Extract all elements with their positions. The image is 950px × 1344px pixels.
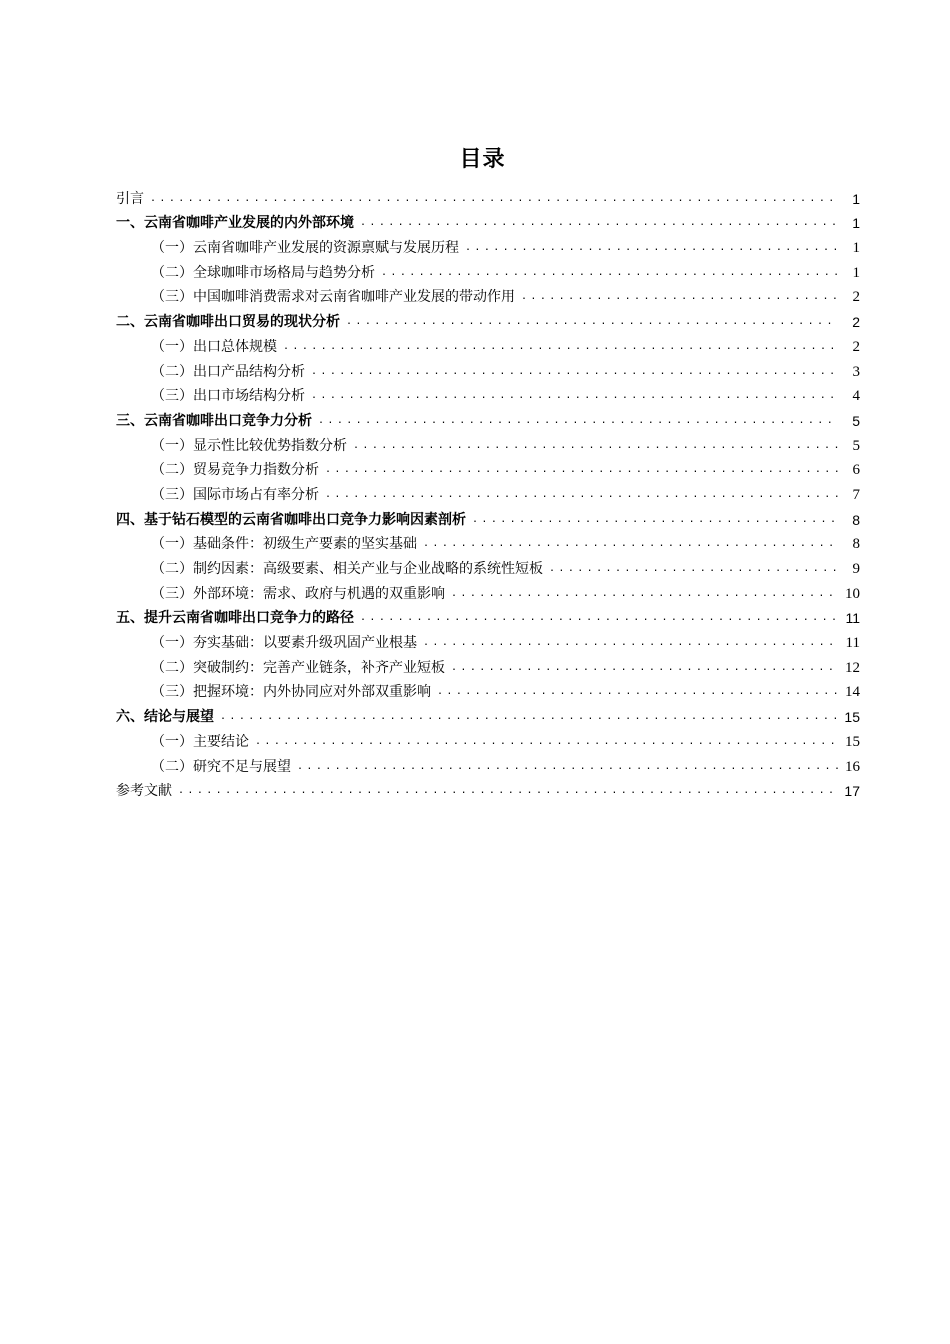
toc-entry[interactable] [116,258,860,283]
toc-dot-leader [354,608,838,628]
toc-entry-label: （一）云南省咖啡产业发展的资源禀赋与发展历程 [151,240,459,257]
toc-entry-page: 5 [852,412,860,429]
toc-entry-page: 2 [852,289,860,306]
toc-entry[interactable] [116,505,860,530]
toc-dot-leader [249,732,838,752]
toc-dot-leader [347,436,838,456]
toc-entry-page: 4 [852,388,860,405]
toc-entry[interactable] [116,530,860,555]
toc-entry-page: 12 [845,659,860,676]
toc-entry[interactable] [116,406,860,431]
toc-entry-label: （一）夯实基础：以要素升级巩固产业根基 [151,635,417,652]
toc-dot-leader [305,386,838,406]
toc-dot-leader [305,362,838,382]
toc-entry-page: 17 [844,783,860,800]
toc-title: 目录 [459,147,506,172]
toc-entry[interactable] [116,752,860,777]
toc-entry-label: （三）出口市场结构分析 [151,388,305,405]
toc-dot-leader [375,263,838,283]
toc-dot-leader [340,312,838,332]
toc-entry-page: 8 [852,536,860,553]
toc-entry[interactable] [116,357,860,382]
toc-entry[interactable] [116,382,860,407]
toc-entry-page: 2 [852,314,860,331]
toc-entry-label: （三）中国咖啡消费需求对云南省咖啡产业发展的带动作用 [151,289,515,306]
toc-entry[interactable] [116,283,860,308]
toc-dot-leader [277,337,838,357]
toc-entry-page: 8 [852,511,860,528]
toc-dot-leader [431,682,838,702]
toc-entry-label: （三）外部环境：需求、政府与机遇的双重影响 [151,585,445,602]
toc-entry-page: 15 [844,709,860,726]
toc-entry-page: 2 [852,338,860,355]
toc-entry-page: 15 [845,733,860,750]
toc-entry-page: 14 [845,684,860,701]
toc-entry-page: 16 [845,758,860,775]
toc-entry-page: 1 [852,215,860,232]
toc-entry[interactable] [116,678,860,703]
toc-entry-label: （二）全球咖啡市场格局与趋势分析 [151,264,375,281]
toc-dot-leader [445,658,838,678]
toc-dot-leader [417,633,838,653]
toc-entry[interactable] [116,209,860,234]
toc-dot-leader [214,707,838,727]
toc-entry-label: （三）国际市场占有率分析 [151,486,319,503]
toc-entry[interactable] [116,702,860,727]
toc-dot-leader [312,411,838,431]
toc-entry-label: 一、云南省咖啡产业发展的内外部环境 [116,215,354,232]
toc-entry[interactable] [116,233,860,258]
toc-entry-label: 四、基于钻石模型的云南省咖啡出口竞争力影响因素剖析 [116,511,466,528]
toc-dot-leader [459,238,838,258]
toc-entry-label: （一）出口总体规模 [151,338,277,355]
toc-entry-page: 11 [845,610,860,627]
toc-dot-leader [319,485,838,505]
toc-entry[interactable] [116,777,860,802]
toc-entry[interactable] [116,554,860,579]
toc-entry-label: （二）突破制约：完善产业链条，补齐产业短板 [151,659,445,676]
toc-entry-label: 六、结论与展望 [116,709,214,726]
toc-entry-label: 三、云南省咖啡出口竞争力分析 [116,412,312,429]
toc-dot-leader [417,534,838,554]
toc-entry-page: 10 [845,585,860,602]
toc-entry-page: 6 [852,462,860,479]
toc-entry-page: 1 [852,264,860,281]
toc-dot-leader [445,584,838,604]
toc-entry-label: 参考文献 [116,783,172,800]
toc-entry-label: （二）研究不足与展望 [151,758,291,775]
toc-entry-page: 5 [852,437,860,454]
toc-entry[interactable] [116,727,860,752]
toc-entry-label: （二）贸易竞争力指数分析 [151,462,319,479]
toc-entry[interactable] [116,579,860,604]
toc-entry-page: 1 [852,240,860,257]
toc-entry-page: 3 [852,363,860,380]
toc-dot-leader [172,781,838,801]
toc-entry[interactable] [116,480,860,505]
toc-entry[interactable] [116,604,860,629]
toc-entry[interactable] [116,332,860,357]
toc-entry[interactable] [116,628,860,653]
toc-entry[interactable] [116,431,860,456]
toc-entry-label: （三）把握环境：内外协同应对外部双重影响 [151,684,431,701]
toc-dot-leader [291,757,838,777]
toc-list [116,184,860,801]
toc-entry-label: 二、云南省咖啡出口贸易的现状分析 [116,314,340,331]
toc-dot-leader [466,510,838,530]
toc-entry-page: 7 [852,486,860,503]
toc-dot-leader [144,189,838,209]
toc-dot-leader [515,287,838,307]
toc-entry[interactable] [116,456,860,481]
toc-entry-page: 1 [852,190,860,207]
toc-entry-page: 9 [852,561,860,577]
toc-entry[interactable] [116,184,860,209]
toc-entry-label: （一）显示性比较优势指数分析 [151,437,347,454]
toc-entry-label: 五、提升云南省咖啡出口竞争力的路径 [116,610,354,627]
toc-entry-label: 引言 [116,190,144,207]
toc-dot-leader [319,460,838,480]
toc-entry-label: （一）基础条件：初级生产要素的坚实基础 [151,536,417,553]
toc-entry[interactable] [116,307,860,332]
toc-entry-page: 11 [845,635,860,652]
toc-entry-label: （二）制约因素：高级要素、相关产业与企业战略的系统性短板 [151,561,543,577]
toc-entry-label: （二）出口产品结构分析 [151,363,305,380]
toc-entry[interactable] [116,653,860,678]
toc-entry-label: （一）主要结论 [151,733,249,750]
toc-dot-leader [543,559,838,579]
toc-dot-leader [354,213,838,233]
